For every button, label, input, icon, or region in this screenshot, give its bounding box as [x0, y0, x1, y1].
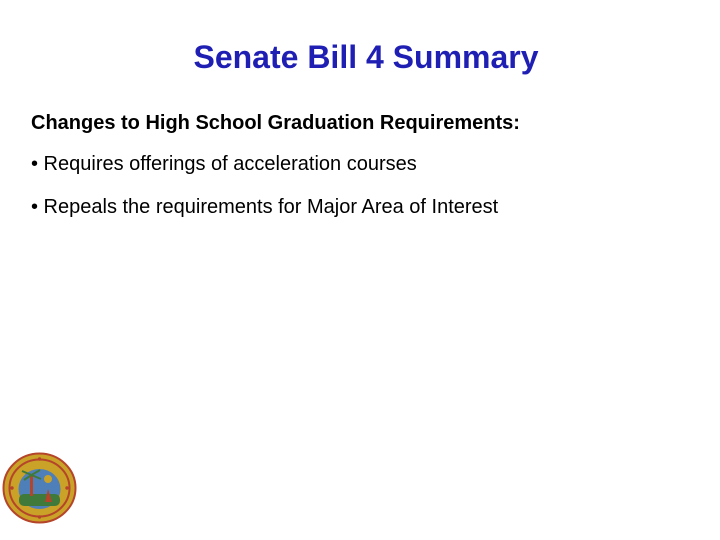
bullet-item-major-area: • Repeals the requirements for Major Area of Interest: [31, 196, 499, 218]
bullet-item-acceleration: • Requires offerings of acceleration courses: [31, 153, 417, 175]
state-seal-icon: [2, 452, 77, 524]
slide-subheading: Changes to High School Graduation Requirements:: [31, 112, 520, 134]
slide-title: Senate Bill 4 Summary: [193, 39, 539, 75]
